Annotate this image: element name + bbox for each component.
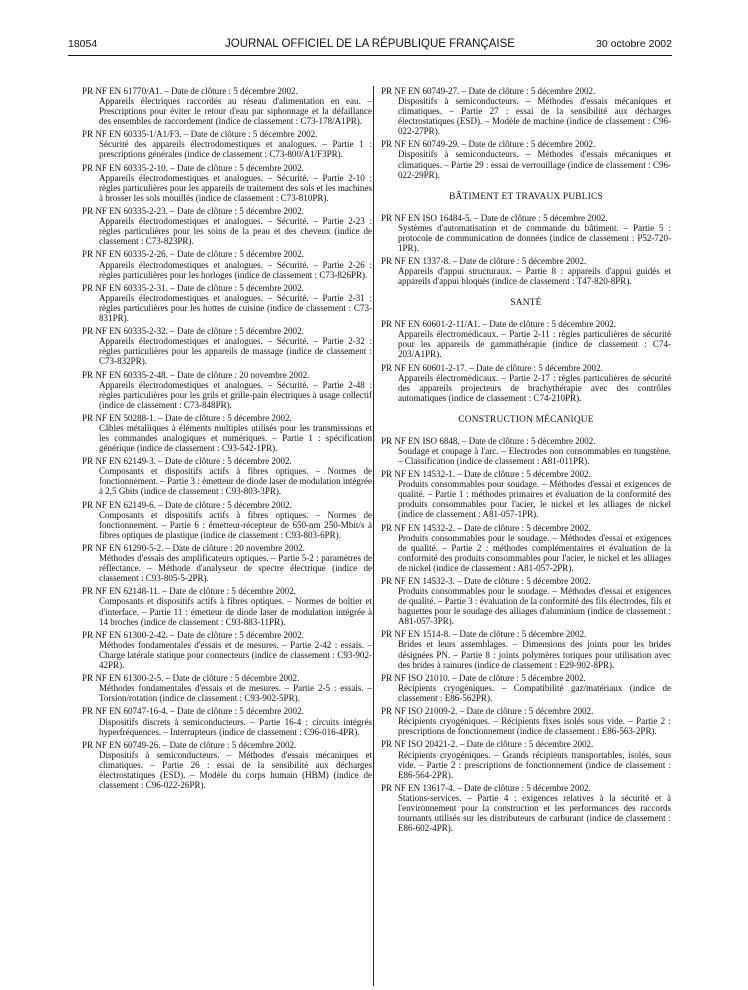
standard-entry [82,673,372,703]
standard-entry [381,629,671,669]
standard-description: Dispositifs à semiconducteurs. – Méthodes d'essais mécaniques et climatiques. – Partie 27 : essai de la sensibilité aux décharges électrostatiques (ESD). – Modèle de machine (indice de classement : C96-022-27PR). [398,96,671,137]
standard-description: Composants et dispositifs actifs à fibres optiques. – Normes de fonctionnement. – Partie 6 : émetteur-récepteur de 650-nm 250-Mbit/s à fibres optiques de plastique (indice de classement : C93-803-6PR). [99,509,372,540]
right-column [381,86,671,836]
standard-reference: PR NF EN 61300-2-5. – Date de clôture : 5 décembre 2002. [82,673,300,684]
standard-description: Composants et dispositifs actifs à fibres optiques. – Normes de boîtier et d'interface. – Partie 11 : émetteur de diode laser de modulation intégrée à 14 broches (indice de classement : C93-883-11PR). [99,596,372,627]
standard-description: Systèmes d'automatisation et de commande du bâtiment. – Partie 5 : protocole de communication de données (indice de classement : P52-720-1PR). [398,222,671,253]
page-number: 18054 [68,38,98,50]
journal-title: JOURNAL OFFICIEL DE LA RÉPUBLIQUE FRANÇAISE [225,38,515,50]
standard-reference: PR NF EN 60749-29. – Date de clôture : 5 décembre 2002. [381,139,596,150]
standard-entry [82,456,372,496]
standard-reference: PR NF EN 62149-6. – Date de clôture : 5 décembre 2002. [82,499,292,510]
standard-reference: PR NF EN 14532-1. – Date de clôture : 5 décembre 2002. [381,469,591,480]
standard-description: Câbles métalliques à éléments multiples utilisés pour les transmissions et les commandes analogiques et numériques. – Partie 1 : spécification générique (indice de classement : C93-542-1PR). [99,422,372,454]
standard-entry [381,256,671,286]
standard-entry [381,523,671,573]
standard-description: Produits consommables pour le soudage. – Méthodes d'essai et exigences de qualité. – Partie 3 : évaluation de la conformité des fils électrodes, fils et baguettes pour le soudage des alliages d'aluminium (indice de classement : A81-057-3PR). [398,586,671,627]
standard-description: Appareils électrodomestiques et analogues. – Sécurité. – Partie 2-10 : règles particulières pour les appareils de traitement des sols et les machines à brosser les sols mouillés (indice de classement : C73-810PR). [99,172,372,203]
standard-reference: PR NF EN 60601-2-17. – Date de clôture : 5 décembre 2002. [381,362,603,373]
standard-description: Appareils électrodomestiques et analogues. – Sécurité. – Partie 2-23 : règles particulières pour les soins de la peau et des cheveux (indice de classement : C73-823PR). [99,216,372,247]
standard-description: Récipients cryogéniques. – Grands récipients transportables, isolés, sous vide. – Partie 2 : prescriptions de fonctionnement (indice de classement : E86-564-2PR). [398,749,671,780]
standard-reference: PR NF EN 61290-5-2. – Date de clôture : 20 novembre 2002. [82,543,305,554]
standard-description: Appareils électriques raccordés au réseau d'alimentation en eau. – Prescriptions pour éviter le retour d'eau par siphonnage et la défaillance des ensembles de raccordement (indice de classement : C73-178/A1PR). [99,96,372,127]
standard-entry [82,586,372,626]
standard-description: Brides et leurs assemblages. – Dimensions des joints pour les brides désignées PN. – Partie 8 : joints polymères toriques pour utilisation avec des brides à rainures (indice de classement : E29-902-8PR). [398,639,671,670]
standard-reference: PR NF EN 60335-1/A1/F3. – Date de clôture : 5 décembre 2002. [82,129,318,140]
standard-entry [82,706,372,736]
standard-entry [381,576,671,626]
standard-entry [381,673,671,703]
standard-entry [381,706,671,736]
standard-entry [381,319,671,359]
standard-reference: PR NF EN 60335-2-32. – Date de clôture : 5 décembre 2002. [82,326,304,337]
standard-description: Récipients cryogéniques. – Compatibilité gaz/matériaux (indice de classement : E86-562PR). [398,682,671,703]
sante-entries [381,319,671,403]
standard-description: Méthodes fondamentales d'essais et de mesures. – Partie 2-42 : essais. – Charge latérale statique pour connecteurs (indice de classement : C93-902-42PR). [99,639,372,670]
standard-entry [82,543,372,583]
standard-entry [381,213,671,253]
standard-entry [381,436,671,466]
batiment-entries [381,213,671,287]
standard-entry [82,740,372,790]
issue-date: 30 octobre 2002 [596,38,672,50]
standard-entry [82,326,372,366]
standard-reference: PR NF EN ISO 6848. – Date de clôture : 5 décembre 2002. [381,435,596,446]
standard-entry [381,139,671,179]
standard-reference: PR NF EN 60335-2-26. – Date de clôture : 5 décembre 2002. [82,249,304,260]
section-heading-batiment: BÂTIMENT ET TRAVAUX PUBLICS [449,191,603,202]
standard-reference: PR NF EN 60335-2-31. – Date de clôture : 5 décembre 2002. [82,282,304,293]
standard-reference: PR NF EN 1337-8. – Date de clôture : 5 décembre 2002. [381,256,587,267]
section-heading-construction: CONSTRUCTION MÉCANIQUE [458,414,594,425]
standard-reference: PR NF EN 60335-2-10. – Date de clôture : 5 décembre 2002. [82,162,304,173]
standard-reference: PR NF EN 60749-27. – Date de clôture : 5 décembre 2002. [381,86,596,96]
standard-description: Méthodes fondamentales d'essais et de mesures. – Partie 2-5 : essais. – Torsion/rotation (indice de classement : C93-902-5PR). [99,683,372,704]
standard-entry [82,249,372,279]
standard-reference: PR NF EN 62149-3. – Date de clôture : 5 décembre 2002. [82,456,292,467]
standard-description: Dispositifs à semiconducteurs. – Méthodes d'essais mécaniques et climatiques. – Partie 29 : essai de verrouillage (indice de classement : C96-022-29PR). [398,149,671,180]
standard-entry [82,86,372,126]
standard-entry [82,630,372,670]
standard-reference: PR NF EN 61770/A1. – Date de clôture : 5 décembre 2002. [82,86,298,96]
standard-reference: PR NF EN 14532-3. – Date de clôture : 5 décembre 2002. [381,576,591,586]
standard-reference: PR NF EN 50288-1. – Date de clôture : 5 décembre 2002. [82,412,292,423]
standard-description: Produits consommables pour le soudage. – Méthodes d'essai et exigences de qualité. – Partie 2 : méthodes complémentaires et évaluation de la conformité des produits consommables pour l'acier, le nickel et les alliages de nickel (indice de classement : A81-057-2PR). [398,532,671,573]
standard-description: Appareils électromédicaux. – Partie 2-11 : règles particulières de sécurité pour les appareils de gammathérapie (indice de classement : C74-203/A1PR). [398,329,671,360]
standard-entry [82,283,372,323]
standard-reference: PR NF EN ISO 16484-5. – Date de clôture : 5 décembre 2002. [381,212,608,223]
standard-reference: PR NF EN 14532-2. – Date de clôture : 5 décembre 2002. [381,522,591,533]
column-divider [373,86,374,986]
standard-entry [381,469,671,519]
header-rule [68,55,672,56]
standard-reference: PR NF EN 1514-8. – Date de clôture : 5 décembre 2002. [381,629,587,640]
standard-entry [82,413,372,453]
standard-description: Appareils électrodomestiques et analogues. – Sécurité. – Partie 2-32 : règles particulières pour les appareils de massage (indice de classement : C73-832PR). [99,336,372,367]
standard-reference: PR NF ISO 21009-2. – Date de clôture : 5 décembre 2002. [381,706,594,717]
standard-entry [381,783,671,833]
standard-description: Récipients cryogéniques. – Récipients fixes isolés sous vide. – Partie 2 : prescriptions de fonctionnement (indice de classement : E86-563-2PR). [398,716,671,737]
standard-reference: PR NF ISO 20421-2. – Date de clôture : 5 décembre 2002. [381,739,594,750]
standard-description: Appareils électromédicaux. – Partie 2-17 : règles particulières de sécurité des appareils projecteurs de brachythérapie avec des contrôles automatiques (indice de classement : C74-210PR). [398,372,671,403]
standard-entry [381,363,671,403]
standard-reference: PR NF ISO 21010. – Date de clôture : 5 décembre 2002. [381,672,586,683]
right-top-entries [381,86,671,180]
standard-reference: PR NF EN 61300-2-42. – Date de clôture : 5 décembre 2002. [82,629,304,640]
standard-description: Méthodes d'essais des amplificateurs optiques. – Partie 5-2 : paramètres de réflectance. – Méthode d'analyseur de spectre électrique (indice de classement : C93-805-5-2PR). [99,553,372,584]
standard-description: Produits consommables pour soudage. – Méthodes d'essai et exigences de qualité. – Partie 1 : méthodes primaires et évaluation de la conformité des produits consommables pour l'acier, le nickel et les alliages de nickel (indice de classement : A81-057-1PR). [398,479,671,520]
standard-entry [82,129,372,159]
standard-entry [82,163,372,203]
standard-description: Appareils électrodomestiques et analogues. – Sécurité. – Partie 2-31 : règles particulières pour les hottes de cuisine (indice de classement : C73-831PR). [99,292,372,323]
standard-entry [82,500,372,540]
standard-entry [381,739,671,779]
page-header [68,38,672,54]
standard-description: Appareils électrodomestiques et analogues. – Sécurité. – Partie 2-48 : règles particulières pour les grils et grille-pain électriques à usage collectif (indice de classement : C73-848PR). [99,379,372,410]
standard-reference: PR NF EN 60335-2-23. – Date de clôture : 5 décembre 2002. [82,206,304,217]
standard-description: Appareils électrodomestiques et analogues. – Sécurité. – Partie 2-26 : règles particulières pour les horloges (indice de classement : C73-826PR). [99,259,372,280]
standard-reference: PR NF EN 60335-2-48. – Date de clôture : 20 novembre 2002. [82,369,310,380]
standard-reference: PR NF EN 60747-16-4. – Date de clôture : 5 décembre 2002. [82,706,304,717]
section-heading-sante: SANTÉ [510,298,542,309]
standard-entry [82,370,372,410]
standard-entry [82,206,372,246]
standard-reference: PR NF EN 13617-4. – Date de clôture : 5 décembre 2002. [381,782,591,793]
construction-entries [381,436,671,833]
standard-description: Appareils d'appui structuraux. – Partie 8 : appareils d'appui guidés et appareils d'appui bloqués (indice de classement : T47-820-8PR). [398,266,671,287]
standard-description: Composants et dispositifs actifs à fibres optiques. – Normes de fonctionnement. – Partie 3 : émetteur de diode laser de modulation intégrée à 2,5 Gbits (indice de classement : C93-803-3PR). [99,466,372,497]
standard-description: Soudage et coupage à l'arc. – Electrodes non consommables en tungstène. – Classification (indice de classement : A81-011PR). [398,445,671,466]
standard-description: Stations-services. – Partie 4 : exigences relatives à la sécurité et à l'environnement pour la construction et les performances des raccords tournants utilisés sur les distributeurs de carburant (indice de classement : E86-602-4PR). [398,792,671,834]
standard-reference: PR NF EN 60601-2-11/A1. – Date de clôture : 5 décembre 2002. [381,319,617,330]
left-column [82,86,372,793]
standard-description: Dispositifs discrets à semiconducteurs. – Partie 16-4 : circuits intégrés hyperfréquences. – Interrupteurs (indice de classement : C96-016-4PR). [99,716,372,737]
standard-reference: PR NF EN 60749-26. – Date de clôture : 5 décembre 2002. [82,739,297,750]
standard-description: Sécurité des appareils électrodomestiques et analogues. – Partie 1 : prescriptions générales (indice de classement : C73-800/A1/F3PR). [99,139,372,160]
standard-description: Dispositifs à semiconducteurs. – Méthodes d'essais mécaniques et climatiques. – Partie 26 : essai de la sensibilité aux décharges électrostatiques (ESD). – Modèle du corps humain (HBM) (indice de classement : C96-022-26PR). [99,749,372,790]
standard-reference: PR NF EN 62148-11. – Date de clôture : 5 décembre 2002. [82,586,296,597]
standard-entry [381,86,671,136]
